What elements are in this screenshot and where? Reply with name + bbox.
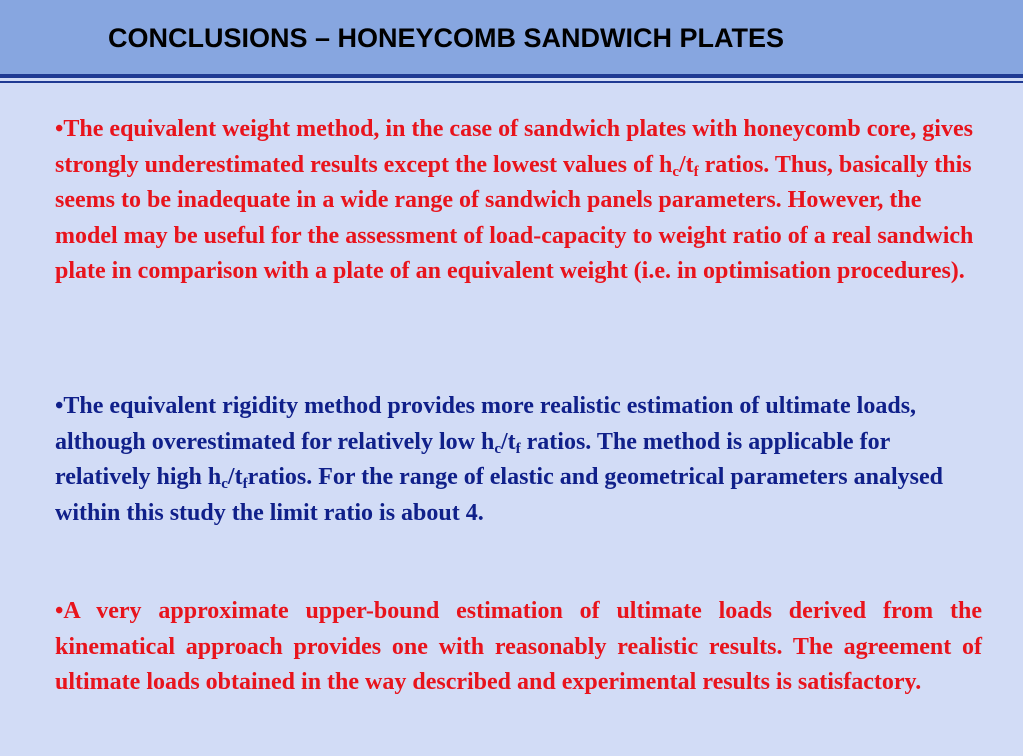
bullet-2-text-part2: ratios. The method is applicable for relatively high	[55, 428, 890, 490]
slide-title: CONCLUSIONS – HONEYCOMB SANDWICH PLATES	[108, 23, 785, 53]
conclusion-bullet-3	[55, 594, 982, 701]
bullet-2-text-part1: The equivalent rigidity method provides more realistic estimation of ultimate loads, although overestimated for relatively low	[55, 393, 917, 455]
conclusion-bullet-2	[55, 389, 982, 531]
header-divider-thin	[0, 81, 1023, 83]
bullet-marker: •	[55, 598, 64, 624]
bullet-marker: •	[55, 116, 64, 142]
header-divider-thick	[0, 74, 1023, 78]
hc-tf-ratio: $h_c/t_f$	[207, 464, 248, 492]
hc-tf-ratio: $h_c/t_f$	[480, 428, 521, 457]
bullet-marker: •	[55, 393, 64, 419]
bullet-1-text-part1: The equivalent weight method, in the case of sandwich plates with honeycomb core, gives strongly underestimated results except the lowest values of	[55, 116, 973, 178]
hc-tf-ratio: $h_c/t_f$	[658, 151, 699, 180]
bullet-1-text-part2: ratios. Thus, basically this seems to be inadequate in a wide range of sandwich panels parameters. However, the model may be useful for the assessment of load-capacity to weight ratio of a real sandwich plate in comparison with a plate of an equivalent weight (i.e. in optimisation procedures).	[55, 151, 974, 284]
bullet-2-text-part3: ratios. For the range of elastic and geometrical parameters analysed within this study the limit ratio is about 4.	[55, 464, 943, 526]
title-bar	[0, 0, 1023, 74]
bullet-3-text: A very approximate upper-bound estimation of ultimate loads derived from the kinematical approach provides one with reasonably realistic results. The agreement of ultimate loads obtained in the way described and experimental results is satisfactory.	[55, 598, 982, 695]
conclusion-bullet-1	[55, 112, 982, 290]
